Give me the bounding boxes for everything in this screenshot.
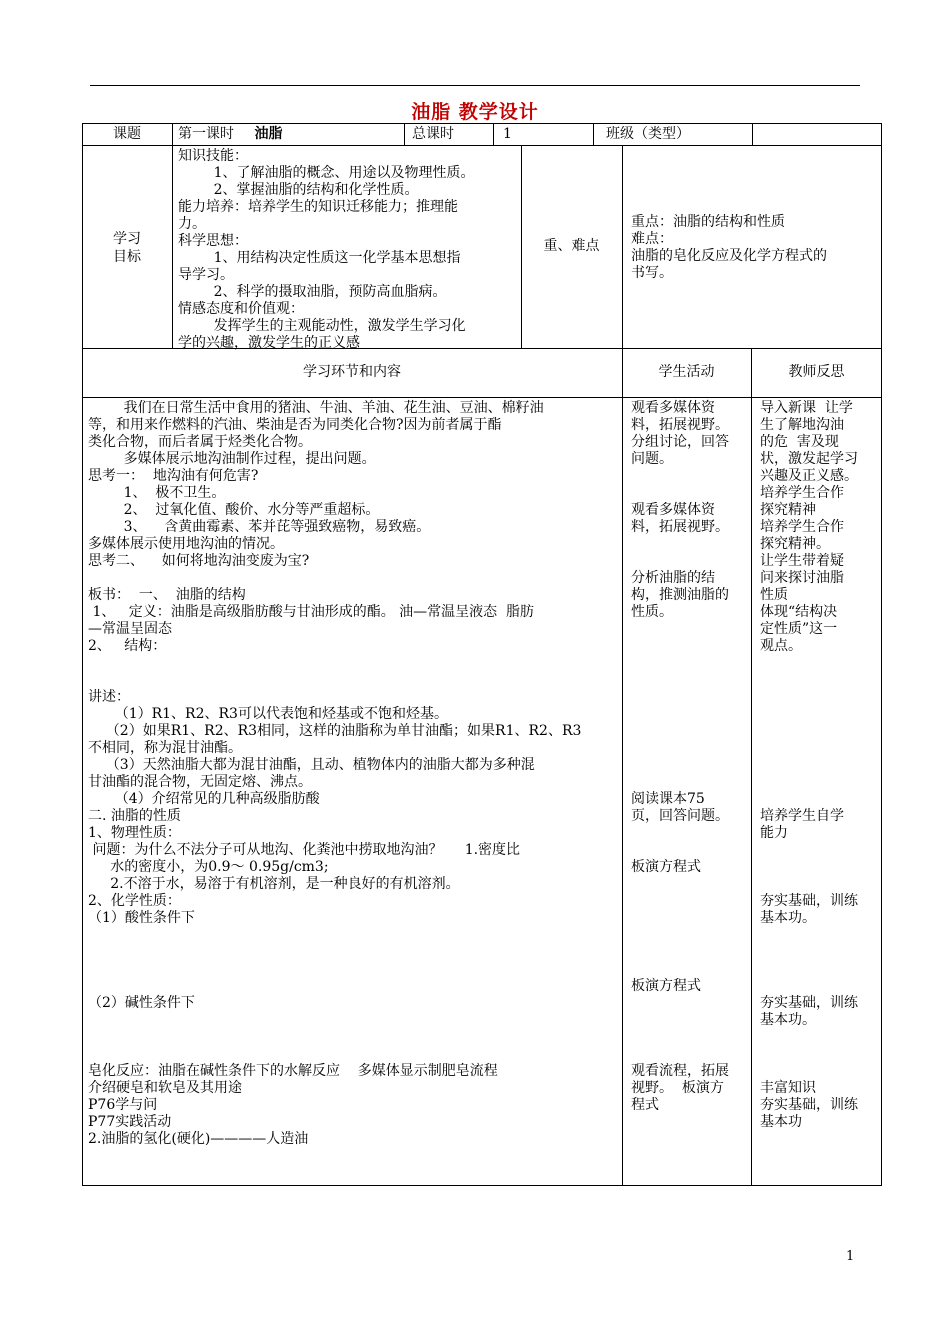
lesson-text: 第一课时	[178, 126, 234, 142]
content-line: 类化合物，而后者属于烃类化合物。	[88, 434, 312, 450]
teacher-column-header: 教师反思	[788, 364, 845, 380]
content-line: 2.不溶于水，易溶于有机溶剂，是一种良好的有机溶剂。	[88, 876, 460, 892]
student-activity-line	[631, 1046, 749, 1063]
student-activity-line	[631, 842, 749, 859]
student-activity-line: 板演方程式	[631, 859, 701, 875]
content-line: 不相同，称为混甘油酯。	[88, 740, 242, 756]
student-activity-line	[631, 485, 749, 502]
student-activity-line: 料，拓展视野。	[631, 519, 729, 535]
col-divider	[593, 123, 594, 145]
student-activity-line	[631, 740, 749, 757]
student-activity-line	[631, 621, 749, 638]
teacher-reflection-line: 丰富知识	[760, 1080, 816, 1096]
key-point-line: 难点：	[631, 231, 673, 247]
teacher-reflection-line	[760, 978, 880, 995]
goal-line: 力。	[178, 216, 206, 232]
teacher-reflection-line: 探究精神	[760, 502, 816, 518]
key-point-line: 书写。	[631, 265, 673, 281]
student-activity-line: 板演方程式	[631, 978, 701, 994]
content-line: 皂化反应：油脂在碱性条件下的水解反应 多媒体显示制肥皂流程	[88, 1063, 498, 1079]
content-line: 问题：为什么不法分子可从地沟、化粪池中捞取地沟油？ 1.密度比	[88, 842, 521, 858]
student-activity-line: 问题。	[631, 451, 673, 467]
content-line: 1、物理性质：	[88, 825, 181, 841]
col-divider	[751, 348, 752, 1186]
content-line: 多媒体展示地沟油制作过程，提出问题。	[88, 451, 376, 467]
key-point-line: 重点：油脂的结构和性质	[631, 214, 785, 230]
teacher-reflection-line	[760, 689, 880, 706]
teacher-reflection-line: 性质	[760, 587, 788, 603]
content-line: （2）如果R1、R2、R3相同，这样的油脂称为单甘油酯；如果R1、R2、R3	[88, 723, 582, 739]
content-line: 1、 定义：油脂是高级脂肪酸与甘油形成的酯。 油—常温呈液态 脂肪	[88, 604, 535, 620]
teacher-reflection-line: 导入新课 让学	[760, 400, 853, 416]
student-activity-line	[631, 689, 749, 706]
student-activity-line	[631, 774, 749, 791]
student-activity-line	[631, 1029, 749, 1046]
content-line: （3）天然油脂大都为混甘油酯，且动、植物体内的油脂大都为多种混	[88, 757, 535, 773]
teacher-reflection-line: 生了解地沟油	[760, 417, 844, 433]
goals-label	[82, 230, 172, 266]
teacher-reflection-line	[760, 842, 880, 859]
content-line: 2.油脂的氢化(硬化)————人造油	[88, 1131, 309, 1147]
content-line	[88, 978, 620, 995]
teacher-reflection-line	[760, 774, 880, 791]
student-activity-line: 视野。 板演方	[631, 1080, 724, 1096]
teacher-reflection	[760, 400, 880, 1131]
col-divider	[752, 123, 753, 145]
goal-line: 2、掌握油脂的结构和化学性质。	[178, 182, 419, 198]
content-line	[88, 927, 620, 944]
student-activity-line	[631, 672, 749, 689]
teacher-reflection-line: 的危 害及现	[760, 434, 839, 450]
student-activity-line	[631, 553, 749, 570]
goal-line: 科学思想：	[178, 233, 248, 249]
student-activity-line: 性质。	[631, 604, 673, 620]
goal-line: 1、用结构决定性质这一化学基本思想指	[178, 250, 461, 266]
student-activity-line	[631, 468, 749, 485]
teacher-reflection-line	[760, 876, 880, 893]
content-line	[88, 655, 620, 672]
student-activity-line	[631, 910, 749, 927]
teacher-reflection-line: 培养学生合作	[760, 485, 844, 501]
lesson-content	[88, 400, 620, 1148]
student-activity-line	[631, 944, 749, 961]
teacher-reflection-line: 兴趣及正义感。	[760, 468, 858, 484]
teacher-reflection-line: 培养学生自学	[760, 808, 844, 824]
student-activity-line	[631, 723, 749, 740]
content-line	[88, 570, 620, 587]
student-activity-line: 料，拓展视野。	[631, 417, 729, 433]
content-line: 思考二、 如何将地沟油变废为宝?	[88, 553, 310, 569]
student-activity-line: 观看流程，拓展	[631, 1063, 729, 1079]
student-activity-line	[631, 1012, 749, 1029]
student-activity-line	[631, 995, 749, 1012]
class-label: 班级（类型）	[606, 126, 690, 142]
topic-label: 课题	[113, 126, 141, 142]
content-line: 介绍硬皂和软皂及其用途	[88, 1080, 242, 1096]
teacher-reflection-line: 能力	[760, 825, 788, 841]
teacher-reflection-line: 探究精神。	[760, 536, 830, 552]
student-activity-line	[631, 638, 749, 655]
content-line: 板书： 一、 油脂的结构	[88, 587, 246, 603]
content-line	[88, 944, 620, 961]
teacher-reflection-line	[760, 672, 880, 689]
content-line: P77实践活动	[88, 1114, 172, 1130]
content-line: 2、 过氧化值、酸价、水分等严重超标。	[88, 502, 380, 518]
goal-line: 能力培养：培养学生的知识迁移能力；推理能	[178, 199, 458, 215]
content-line: 甘油酯的混合物，无固定熔、沸点。	[88, 774, 312, 790]
content-line	[88, 1046, 620, 1063]
teacher-reflection-line	[760, 757, 880, 774]
teacher-reflection-line	[760, 927, 880, 944]
teacher-reflection-line: 基本功。	[760, 910, 816, 926]
teacher-reflection-line	[760, 859, 880, 876]
content-line: 思考一： 地沟油有何危害?	[88, 468, 259, 484]
page-number: 1	[846, 1249, 855, 1264]
teacher-reflection-line	[760, 655, 880, 672]
col-divider	[622, 145, 623, 348]
header-rule	[90, 85, 860, 86]
teacher-reflection-line	[760, 791, 880, 808]
student-activity-line: 构，推测油脂的	[631, 587, 729, 603]
student-activity-line: 分组讨论，回答	[631, 434, 729, 450]
content-line	[88, 961, 620, 978]
content-line: 2、 结构：	[88, 638, 167, 654]
teacher-reflection-line: 问来探讨油脂	[760, 570, 844, 586]
content-line: 讲述：	[88, 689, 130, 705]
content-line: （4）介绍常见的几种高级脂肪酸	[88, 791, 320, 807]
row-divider	[82, 145, 882, 146]
student-activity-line	[631, 961, 749, 978]
content-line: 我们在日常生活中食用的猪油、牛油、羊油、花生油、豆油、棉籽油	[88, 400, 544, 416]
teacher-reflection-line	[760, 1029, 880, 1046]
teacher-reflection-line	[760, 1063, 880, 1080]
goal-line: 发挥学生的主观能动性，激发学生学习化	[178, 318, 466, 334]
student-column-header: 学生活动	[658, 364, 715, 380]
row-divider	[82, 397, 882, 398]
student-activity-line	[631, 757, 749, 774]
content-column-header: 学习环节和内容	[303, 364, 401, 380]
student-activity-line: 阅读课本75	[631, 791, 705, 807]
content-line: 1、 极不卫生。	[88, 485, 226, 501]
student-activity-line	[631, 825, 749, 842]
goal-line: 知识技能：	[178, 148, 248, 164]
total-label: 总课时	[412, 126, 454, 142]
col-divider	[172, 123, 173, 348]
content-line: 二. 油脂的性质	[88, 808, 181, 824]
content-line: —常温呈固态	[88, 621, 172, 637]
teacher-reflection-line	[760, 740, 880, 757]
student-activity-line: 观看多媒体资	[631, 400, 715, 416]
content-line: （1）R1、R2、R3可以代表饱和烃基或不饱和烃基。	[88, 706, 448, 722]
student-activity-line	[631, 536, 749, 553]
page-title: 油脂 教学设计	[411, 101, 539, 123]
goals-text	[178, 148, 518, 352]
teacher-reflection-line	[760, 706, 880, 723]
total-value: 1	[503, 126, 512, 142]
lesson-cell	[178, 126, 402, 143]
student-activity-line	[631, 893, 749, 910]
teacher-reflection-line: 夯实基础，训练	[760, 893, 858, 909]
student-activity-line	[631, 706, 749, 723]
content-line: 水的密度小，为0.9～ 0.95g/cm3;	[88, 859, 329, 875]
teacher-reflection-line: 培养学生合作	[760, 519, 844, 535]
student-activity-line	[631, 655, 749, 672]
content-line: 等，和用来作燃料的汽油、柴油是否为同类化合物?因为前者属于酯	[88, 417, 502, 433]
teacher-reflection-line: 状，激发起学习	[760, 451, 858, 467]
lesson-topic: 油脂	[254, 126, 283, 142]
goals-label-line: 目标	[113, 249, 141, 265]
col-divider	[493, 123, 494, 145]
teacher-reflection-line	[760, 944, 880, 961]
content-line: 3、 含黄曲霉素、苯并芘等强致癌物，易致癌。	[88, 519, 431, 535]
goal-line: 2、科学的摄取油脂，预防高血脂病。	[178, 284, 447, 300]
content-line: P76学与问	[88, 1097, 158, 1113]
student-activity-line: 分析油脂的结	[631, 570, 715, 586]
teacher-reflection-line: 让学生带着疑	[760, 553, 844, 569]
student-activity-line: 观看多媒体资	[631, 502, 715, 518]
col-divider	[622, 348, 623, 1186]
teacher-reflection-line: 基本功。	[760, 1012, 816, 1028]
teacher-reflection-line: 观点。	[760, 638, 802, 654]
goal-line: 导学习。	[178, 267, 234, 283]
student-activities	[631, 400, 749, 1114]
content-line: 多媒体展示使用地沟油的情况。	[88, 536, 284, 552]
student-activity-line	[631, 927, 749, 944]
teacher-reflection-line	[760, 1046, 880, 1063]
student-activity-line	[631, 876, 749, 893]
content-line: （2）碱性条件下	[88, 995, 195, 1011]
goals-label-line: 学习	[113, 231, 141, 247]
content-line	[88, 1012, 620, 1029]
teacher-reflection-line: 基本功	[760, 1114, 802, 1130]
content-line: （1）酸性条件下	[88, 910, 195, 926]
teacher-reflection-line: 夯实基础，训练	[760, 1097, 858, 1113]
goal-line: 情感态度和价值观：	[178, 301, 304, 317]
teacher-reflection-line	[760, 723, 880, 740]
teacher-reflection-line: 定性质”这一	[760, 621, 838, 637]
content-line	[88, 672, 620, 689]
goal-line: 1、了解油脂的概念、用途以及物理性质。	[178, 165, 475, 181]
key-points-label: 重、难点	[543, 238, 600, 254]
teacher-reflection-line	[760, 961, 880, 978]
student-activity-line: 页，回答问题。	[631, 808, 729, 824]
content-line	[88, 1029, 620, 1046]
content-line: 2、化学性质：	[88, 893, 181, 909]
key-point-line: 油脂的皂化反应及化学方程式的	[631, 248, 827, 264]
teacher-reflection-line: 体现“结构决	[760, 604, 838, 620]
key-points-text	[631, 214, 879, 282]
goal-line: 学的兴趣，激发学生的正义感	[178, 335, 360, 351]
col-divider	[404, 123, 405, 145]
teacher-reflection-line: 夯实基础，训练	[760, 995, 858, 1011]
student-activity-line: 程式	[631, 1097, 659, 1113]
